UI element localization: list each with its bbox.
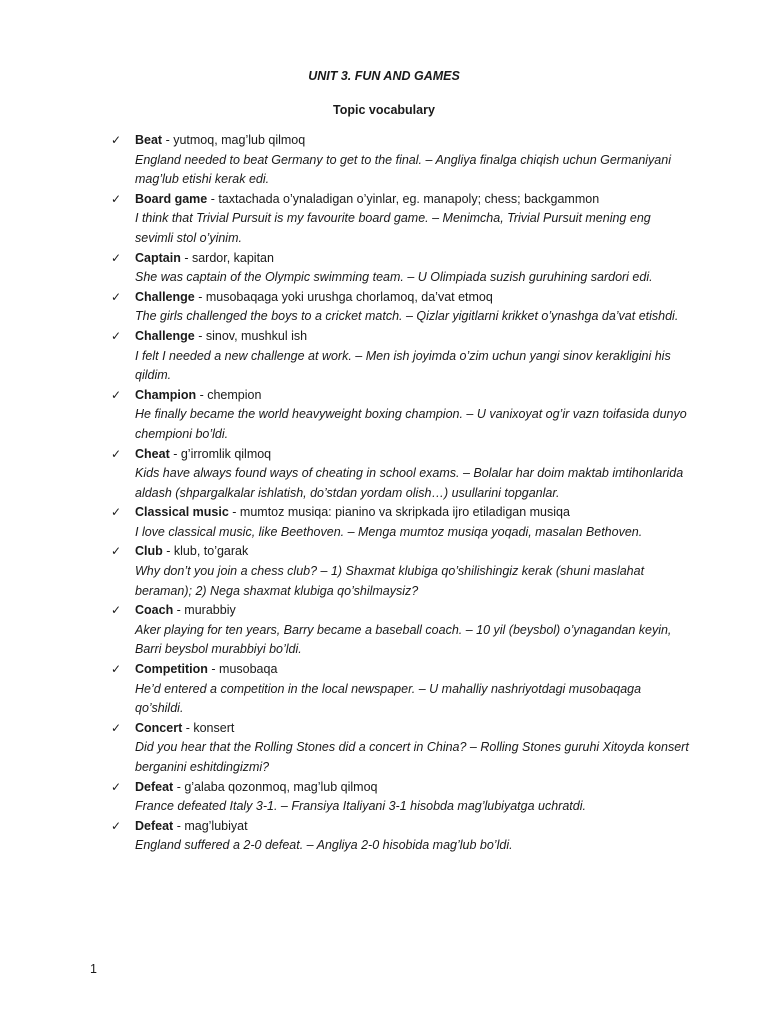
vocab-meaning: - g’alaba qozonmoq, mag’lub qilmoq xyxy=(173,779,378,794)
vocab-example: France defeated Italy 3-1. – Fransiya Italiyani 3-1 hisobda mag’lubiyatga uchratdi. xyxy=(135,799,586,814)
vocab-meaning: - musobaqa xyxy=(207,662,278,677)
checkmark-icon: ✓ xyxy=(111,250,122,265)
vocab-term: Club xyxy=(135,544,163,559)
page-number: 1 xyxy=(90,962,97,976)
vocab-example: She was captain of the Olympic swimming team. – U Olimpiada suzish guruhining sardori edi. xyxy=(135,270,653,285)
vocab-example: He finally became the world heavyweight boxing champion. – U vanixoyat og’ir vazn toifasida dunyo chempioni bo’ldi. xyxy=(135,407,687,441)
vocab-headline xyxy=(135,131,690,151)
checkmark-icon: ✓ xyxy=(111,720,122,735)
checkmark-icon: ✓ xyxy=(111,191,122,206)
checkmark-icon: ✓ xyxy=(111,505,122,520)
checkmark-icon: ✓ xyxy=(111,387,122,402)
vocab-entry xyxy=(110,660,690,719)
vocab-headline xyxy=(135,778,690,798)
vocab-entry xyxy=(110,601,690,660)
vocab-example: I felt I needed a new challenge at work. – Men ish joyimda o’zim uchun yangi sinov kerakligini his qildim. xyxy=(135,348,671,383)
vocab-meaning: - klub, to’garak xyxy=(162,544,249,559)
vocab-term: Champion xyxy=(135,387,197,402)
checkmark-icon: ✓ xyxy=(111,662,122,677)
vocab-entry xyxy=(110,327,690,386)
vocab-entry xyxy=(110,503,690,542)
vocab-term: Coach xyxy=(135,603,174,618)
checkmark-icon: ✓ xyxy=(111,603,122,618)
vocab-meaning: - sardor, kapitan xyxy=(180,250,274,265)
vocab-example: He’d entered a competition in the local newspaper. – U mahalliy nashriyotdagi musobaqaga qo’shildi. xyxy=(135,681,642,716)
vocab-entry xyxy=(110,249,690,288)
vocab-example: Why don’t you join a chess club? – 1) Shaxmat klubiga qo’shilishingiz kerak (shuni maslahat beraman); 2) Nega shaxmat klubiga qo’shilmaysiz? xyxy=(135,564,645,598)
checkmark-icon: ✓ xyxy=(111,328,122,343)
vocab-term: Defeat xyxy=(135,779,174,794)
vocab-example: I love classical music, like Beethoven. – Menga mumtoz musiqa yoqadi, masalan Bethoven. xyxy=(135,524,643,539)
vocab-example: I think that Trivial Pursuit is my favourite board game. – Menimcha, Trivial Pursuit mening eng sevimli stol o’yinim. xyxy=(135,211,651,245)
vocab-example: Did you hear that the Rolling Stones did a concert in China? – Rolling Stones guruhi Xitoyda konsert berganini eshitdingizmi? xyxy=(135,740,689,774)
unit-title: UNIT 3. FUN AND GAMES xyxy=(308,69,460,83)
vocab-headline xyxy=(135,190,690,210)
vocab-term: Board game xyxy=(135,191,208,206)
vocab-meaning: - chempion xyxy=(196,387,262,402)
vocab-headline xyxy=(135,249,690,269)
vocab-term: Competition xyxy=(135,662,208,677)
vocab-meaning: - g’irromlik qilmoq xyxy=(169,446,272,461)
vocab-headline xyxy=(135,288,690,308)
vocab-meaning: - musobaqaga yoki urushga chorlamoq, da’vat etmoq xyxy=(194,289,493,304)
vocab-term: Defeat xyxy=(135,818,174,833)
vocabulary-list xyxy=(110,131,690,856)
vocab-headline xyxy=(135,503,690,523)
vocab-meaning: - sinov, mushkul ish xyxy=(194,328,308,343)
vocab-term: Challenge xyxy=(135,289,195,304)
vocab-meaning: - yutmoq, mag’lub qilmoq xyxy=(162,133,306,147)
section-subtitle: Topic vocabulary xyxy=(333,103,435,117)
vocab-headline xyxy=(135,327,690,347)
vocab-meaning: - mumtoz musiqa: pianino va skripkada ijro etiladigan musiqa xyxy=(228,505,570,520)
vocab-entry xyxy=(110,719,690,778)
vocab-example: England suffered a 2-0 defeat. – Angliya 2-0 hisobida mag’lub bo’ldi. xyxy=(135,838,513,853)
vocab-headline xyxy=(135,719,690,739)
checkmark-icon: ✓ xyxy=(111,544,122,559)
vocab-term: Captain xyxy=(135,250,181,265)
vocab-entry xyxy=(110,288,690,327)
vocab-headline xyxy=(135,386,690,406)
vocab-term: Classical music xyxy=(135,505,229,520)
vocab-meaning: - taxtachada o’ynaladigan o’yinlar, eg. manapoly; chess; backgammon xyxy=(207,191,600,206)
vocab-entry xyxy=(110,190,690,249)
checkmark-icon: ✓ xyxy=(111,818,122,833)
vocab-entry xyxy=(110,542,690,601)
vocab-headline xyxy=(135,817,690,837)
vocab-headline xyxy=(135,660,690,680)
vocab-term: Challenge xyxy=(135,328,195,343)
vocab-example: England needed to beat Germany to get to the final. – Angliya finalga chiqish uchun Germaniyani mag’lub etishi kerak edi. xyxy=(135,152,671,187)
checkmark-icon: ✓ xyxy=(111,133,122,147)
vocab-headline xyxy=(135,601,690,621)
vocab-entry xyxy=(110,445,690,504)
vocab-term: Beat xyxy=(135,133,163,147)
checkmark-icon: ✓ xyxy=(111,446,122,461)
vocab-example: Kids have always found ways of cheating in school exams. – Bolalar har doim maktab imtihonlarida aldash (shpargalkalar ishlatish, do’stdan yordam olish…) usullarini topganlar. xyxy=(135,466,684,500)
vocab-example: Aker playing for ten years, Barry became a baseball coach. – 10 yil (beysbol) o’ynagandan keyin, Barri beysbol murabbiyi bo’ldi. xyxy=(135,622,672,657)
vocab-entry xyxy=(110,386,690,445)
vocab-headline xyxy=(135,542,690,562)
vocab-meaning: - murabbiy xyxy=(173,603,236,618)
vocab-entry xyxy=(110,817,690,856)
vocab-meaning: - konsert xyxy=(182,720,235,735)
vocab-term: Cheat xyxy=(135,446,170,461)
vocab-entry xyxy=(110,778,690,817)
vocab-headline xyxy=(135,445,690,465)
checkmark-icon: ✓ xyxy=(111,289,122,304)
vocab-entry xyxy=(110,131,690,190)
vocab-example: The girls challenged the boys to a cricket match. – Qizlar yigitlarni krikket o’ynashga da’vat etishdi. xyxy=(135,309,679,324)
checkmark-icon: ✓ xyxy=(111,779,122,794)
vocab-meaning: - mag’lubiyat xyxy=(173,818,248,833)
vocab-term: Concert xyxy=(135,720,183,735)
